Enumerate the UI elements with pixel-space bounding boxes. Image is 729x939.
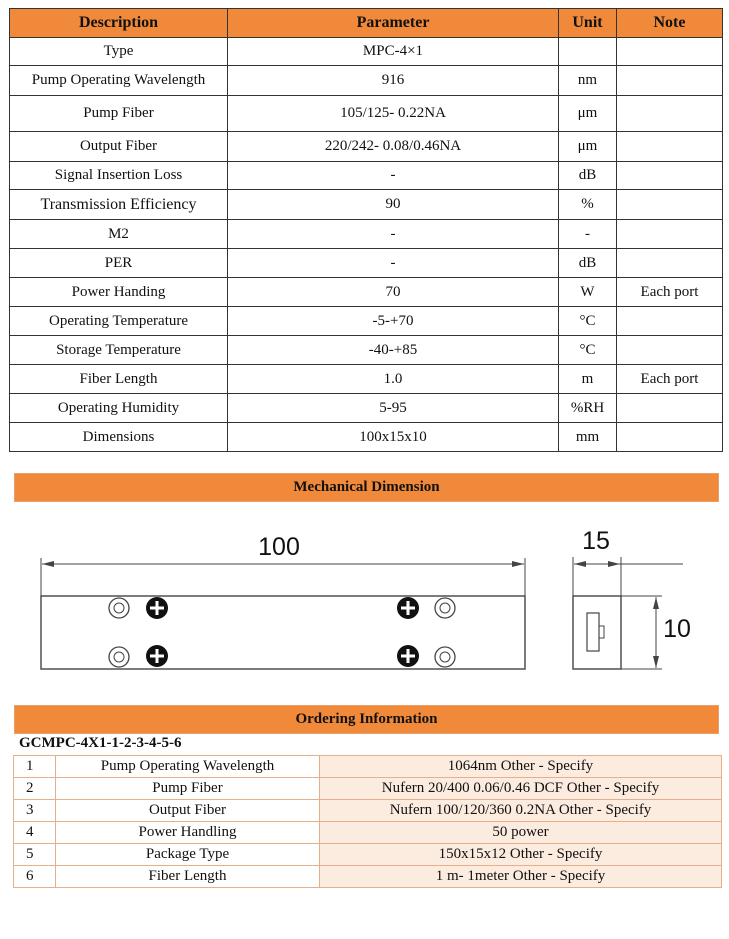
arrow-right [512,561,524,567]
spec-unit: % [559,190,617,220]
ordering-row [14,756,722,778]
mechanical-dimension-title: Mechanical Dimension [14,473,719,502]
ordering-row [14,778,722,800]
spec-param: -5-+70 [228,307,559,336]
header-description: Description [10,9,228,38]
device-body-side [573,596,621,669]
spec-unit: °C [559,307,617,336]
spec-param: 5-95 [228,394,559,423]
spec-param: MPC-4×1 [228,38,559,66]
ordering-row [14,844,722,866]
spec-row [10,66,723,96]
spec-desc: Type [10,38,228,66]
spec-note [617,162,723,190]
spec-note [617,132,723,162]
ordering-row [14,822,722,844]
ordering-row [14,800,722,822]
arrow-left [42,561,54,567]
spec-note [617,66,723,96]
mounting-hole-top-right [435,598,455,618]
spec-param: 90 [228,190,559,220]
spec-desc: Pump Fiber [10,96,228,132]
spec-unit: μm [559,132,617,162]
spec-desc: Fiber Length [10,365,228,394]
spec-desc: Output Fiber [10,132,228,162]
spec-row [10,249,723,278]
spec-param: 220/242- 0.08/0.46NA [228,132,559,162]
spec-desc: Operating Humidity [10,394,228,423]
spec-param: - [228,162,559,190]
spec-param: 1.0 [228,365,559,394]
spec-note [617,220,723,249]
spec-desc: Storage Temperature [10,336,228,365]
spec-param: 105/125- 0.22NA [228,96,559,132]
spec-unit: %RH [559,394,617,423]
spec-note: Each port [617,365,723,394]
height-label: 10 [663,615,691,643]
spec-desc: M2 [10,220,228,249]
ordering-name: Fiber Length [56,866,320,888]
spec-unit [559,38,617,66]
spec-note [617,249,723,278]
spec-note [617,96,723,132]
spec-row [10,96,723,132]
ordering-num: 4 [14,822,56,844]
ordering-table [13,755,722,888]
spec-note [617,394,723,423]
ordering-value: Nufern 100/120/360 0.2NA Other - Specify [320,800,722,822]
spec-unit: nm [559,66,617,96]
ordering-code: GCMPC-4X1-1-2-3-4-5-6 [19,735,182,751]
ordering-num: 2 [14,778,56,800]
spec-row [10,132,723,162]
spec-note [617,190,723,220]
spec-unit: - [559,220,617,249]
mechanical-drawing [0,515,729,690]
spec-unit: dB [559,162,617,190]
spec-unit: °C [559,336,617,365]
ordering-num: 5 [14,844,56,866]
screw-bottom-right [397,645,419,667]
spec-row [10,162,723,190]
side-port-nub [599,626,604,638]
spec-row [10,423,723,452]
header-parameter: Parameter [228,9,559,38]
ordering-name: Pump Operating Wavelength [56,756,320,778]
spec-note: Each port [617,278,723,307]
spec-unit: m [559,365,617,394]
spec-row [10,336,723,365]
ordering-name: Package Type [56,844,320,866]
spec-header-row [10,9,723,38]
side-port [587,613,599,651]
spec-param: -40-+85 [228,336,559,365]
mounting-hole-bottom-right [435,647,455,667]
spec-row [10,365,723,394]
ordering-name: Power Handling [56,822,320,844]
header-note: Note [617,9,723,38]
spec-note [617,336,723,365]
spec-note [617,307,723,336]
ordering-row [14,866,722,888]
mounting-hole-top-left [109,598,129,618]
ordering-num: 3 [14,800,56,822]
ordering-num: 1 [14,756,56,778]
spec-desc: Operating Temperature [10,307,228,336]
spec-note [617,423,723,452]
spec-row [10,394,723,423]
ordering-value: 50 power [320,822,722,844]
spec-unit: mm [559,423,617,452]
spec-note [617,38,723,66]
header-unit: Unit [559,9,617,38]
screw-top-right [397,597,419,619]
ordering-value: 1 m- 1meter Other - Specify [320,866,722,888]
spec-row [10,220,723,249]
spec-desc: Power Handing [10,278,228,307]
ordering-num: 6 [14,866,56,888]
spec-desc: Pump Operating Wavelength [10,66,228,96]
ordering-value: 1064nm Other - Specify [320,756,722,778]
device-body-front [41,596,525,669]
spec-desc: Dimensions [10,423,228,452]
spec-param: 70 [228,278,559,307]
spec-param: - [228,220,559,249]
ordering-information-title: Ordering Information [14,705,719,734]
mounting-hole-bottom-left [109,647,129,667]
ordering-value: 150x15x12 Other - Specify [320,844,722,866]
spec-row [10,38,723,66]
screw-top-left [146,597,168,619]
spec-desc: Transmission Efficiency [10,190,228,220]
spec-desc: Signal Insertion Loss [10,162,228,190]
spec-param: - [228,249,559,278]
specification-table [9,8,723,452]
spec-unit: dB [559,249,617,278]
length-label: 100 [258,533,300,561]
spec-param: 916 [228,66,559,96]
spec-desc: PER [10,249,228,278]
spec-param: 100x15x10 [228,423,559,452]
ordering-value: Nufern 20/400 0.06/0.46 DCF Other - Specify [320,778,722,800]
spec-row [10,190,723,220]
spec-unit: W [559,278,617,307]
width-label: 15 [582,527,610,555]
spec-row [10,278,723,307]
spec-unit: μm [559,96,617,132]
screw-bottom-left [146,645,168,667]
ordering-name: Pump Fiber [56,778,320,800]
ordering-name: Output Fiber [56,800,320,822]
spec-row [10,307,723,336]
